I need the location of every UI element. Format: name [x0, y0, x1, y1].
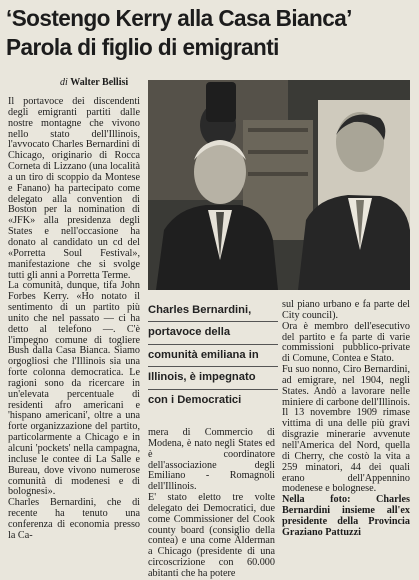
- photo-caption: [282, 495, 410, 538]
- paragraph: Charles Bernardini, che di recente ha tenuto una conferenza di economia presso la Ca-: [8, 497, 140, 541]
- pull-quote-line: Charles Bernardini,: [148, 300, 278, 322]
- headline-line-1: ‘Sostengo Kerry alla Casa Bianca’: [6, 5, 352, 31]
- pull-quote-line: portavoce della: [148, 322, 278, 344]
- paragraph: Fu suo nonno, Ciro Bernardini, ad emigrare, nel 1904, negli States. Andò a lavorare nelle miniere di carbone dell'Illinois. Il 13 novembre 1909 rimase vittima di una delle più gravi disgrazie minerarie avvenute nell'America del Nord, quella di Cherry, che costò la vita a 259 minatori, 44 dei quali erano dell'Appennino modenese e bolognese.: [282, 364, 410, 495]
- photo-two-men-image: [148, 80, 410, 290]
- pull-quote-line: comunità emiliana in: [148, 345, 278, 367]
- byline-author: Walter Bellisi: [70, 77, 129, 88]
- headline: [6, 4, 400, 62]
- paragraph: Ora è membro dell'esecutivo del partito e fa parte di varie commissioni pubblico-private di Comune, Contea e Stato.: [282, 320, 410, 365]
- pull-quote: [148, 300, 278, 411]
- article-column-1: [8, 97, 140, 542]
- photo-caption-text: Nella foto: Charles Bernardini insieme all'ex presidente della Provincia Graziano Pattuzzi: [282, 494, 410, 538]
- paragraph: E' stato eletto tre volte delegato dei Democratici, due come Commissioner del Cook county board (consiglio della contea) e una come Alderman a Chicago (presidente di una circoscrizione con 60.000 abitanti che ha potere: [148, 492, 275, 579]
- paragraph: La comunità, dunque, tifa John Forbes Kerry. «Ho notato il sentimento di un partito più unito che nel passato — ci ha detto al telefono —. C'è l'impegno comune di togliere Bush dalla Casa Bianca. Siamo orgogliosi che l'Illinois sia una forte colonna democratica. Le ragioni sono da ricercare in un'elevata percentuale di residenti afro americani e 'hispano americani', oltre a una forte organizzazione del partito, particolarmente a Chicago e in alcuni 'pockets' nella campagna, incluse le contee di La Salle e Bureau, dove vivono numerose comunità di modenesi e di bolognesi».: [8, 280, 140, 498]
- byline: [60, 77, 128, 88]
- paragraph: Il portavoce dei discendenti degli emigranti partiti dalle nostre montagne che vivono nello stato dell'Illinois, l'avvocato Charles Bernardini di Chicago, originario di Rocca Corneta di Lizzano (una località a un tiro di scoppio da Montese e Fanano) ha partecipato come delegato alla convention di Boston per la nomination di «JFK» alla presidenza degli States e nell'occasione ha donato al candidato un cd del «Porretta Soul Festival», manifestazione che si svolge tutti gli anni a Porretta Terme.: [8, 96, 140, 281]
- paragraph: sul piano urbano e fa parte del City council).: [282, 299, 410, 321]
- headline-line-2: Parola di figlio di emigranti: [6, 34, 279, 60]
- article-column-2: [148, 428, 275, 580]
- pull-quote-line: Illinois, è impegnato: [148, 367, 278, 389]
- article-column-3: [282, 300, 410, 539]
- byline-prefix: di: [60, 77, 68, 88]
- pull-quote-line: con i Democratici: [148, 393, 242, 406]
- article-photo: [148, 80, 410, 290]
- paragraph: mera di Commercio di Modena, è nato negli States ed è coordinatore dell'associazione degli Emiliano - Romagnoli dell'Illinois.: [148, 427, 275, 493]
